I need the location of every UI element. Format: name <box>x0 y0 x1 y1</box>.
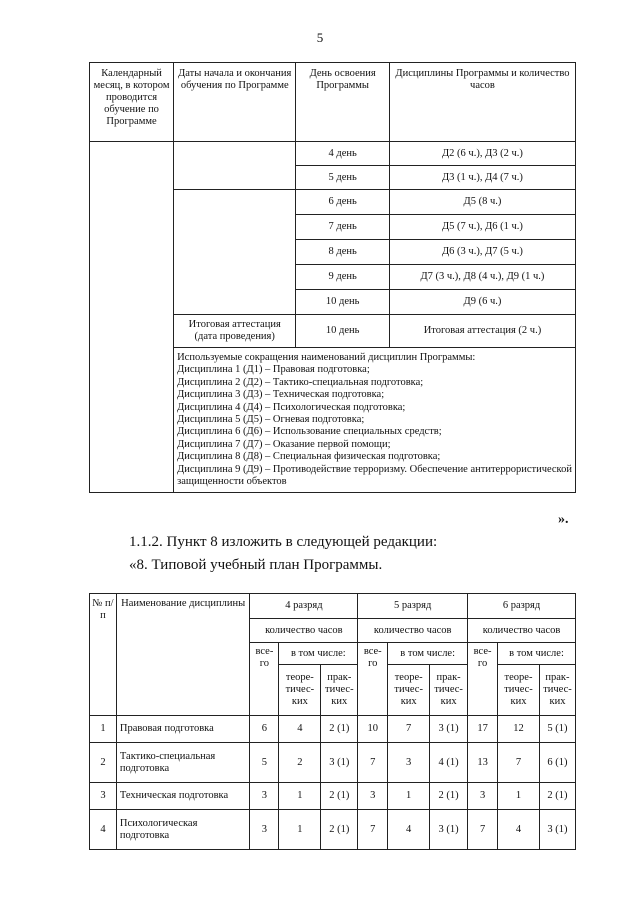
closing-quote: ». <box>558 512 569 527</box>
table-row <box>90 810 576 850</box>
header-dates: Даты начала и окончания обучения по Программе <box>174 63 296 142</box>
value-cell: 5 <box>250 743 279 783</box>
value-cell: 3 <box>250 783 279 810</box>
curriculum-table <box>89 593 576 850</box>
disciplines-cell: Д6 (3 ч.), Д7 (5 ч.) <box>389 240 575 265</box>
value-cell: 3 (1) <box>430 716 468 743</box>
dates-cell <box>174 190 296 315</box>
value-cell: 13 <box>468 743 498 783</box>
table-row <box>90 743 576 783</box>
value-cell: 2 (1) <box>539 783 575 810</box>
abbreviation-line: Дисциплина 6 (Д6) – Использование специальных средств; <box>177 426 442 438</box>
day-cell: 7 день <box>296 215 390 240</box>
incl-header: в том числе: <box>279 643 358 665</box>
value-cell: 5 (1) <box>539 716 575 743</box>
value-cell: 10 <box>358 716 388 743</box>
practice-header: прак-тичес-ких <box>539 665 575 716</box>
value-cell: 6 <box>250 716 279 743</box>
rank-5-header: 5 разряд <box>358 594 468 619</box>
practice-header: прак-тичес-ких <box>321 665 358 716</box>
disciplines-cell: Д5 (8 ч.) <box>389 190 575 215</box>
rank-6-header: 6 разряд <box>468 594 576 619</box>
header-number: № п/п <box>90 594 117 716</box>
value-cell: 3 (1) <box>430 810 468 850</box>
value-cell: 6 (1) <box>539 743 575 783</box>
value-cell: 7 <box>388 716 430 743</box>
header-month: Календарный месяц, в котором проводится обучение по Программе <box>90 63 174 142</box>
total-header: все-го <box>358 643 388 716</box>
value-cell: 3 <box>388 743 430 783</box>
abbreviation-line: защищенности объектов <box>177 476 287 488</box>
plan-header-row <box>90 594 576 619</box>
value-cell: 3 (1) <box>539 810 575 850</box>
discipline-name: Правовая подготовка <box>116 716 250 743</box>
abbreviations-title: Используемые сокращения наименований дисциплин Программы: <box>177 352 476 363</box>
value-cell: 1 <box>279 810 321 850</box>
abbreviation-line: Дисциплина 9 (Д9) – Противодействие терроризму. Обеспечение антитеррористической <box>177 463 572 475</box>
table-row <box>90 783 576 810</box>
day-cell: 8 день <box>296 240 390 265</box>
discipline-name: Психологическая подготовка <box>116 810 250 850</box>
value-cell: 4 (1) <box>430 743 468 783</box>
month-cell <box>90 142 174 493</box>
abbreviation-line: Дисциплина 2 (Д2) – Тактико-специальная подготовка; <box>177 376 424 388</box>
value-cell: 2 (1) <box>430 783 468 810</box>
abbreviation-line: Дисциплина 4 (Д4) – Психологическая подготовка; <box>177 401 406 413</box>
final-day: 10 день <box>296 315 390 348</box>
disciplines-cell: Д9 (6 ч.) <box>389 290 575 315</box>
value-cell: 1 <box>279 783 321 810</box>
value-cell: 3 (1) <box>321 743 358 783</box>
total-header: все-го <box>250 643 279 716</box>
day-cell: 6 день <box>296 190 390 215</box>
value-cell: 7 <box>468 810 498 850</box>
discipline-name: Техническая подготовка <box>116 783 250 810</box>
theory-header: теоре-тичес-ких <box>498 665 540 716</box>
value-cell: 7 <box>498 743 540 783</box>
qty-header: количество часов <box>468 619 576 643</box>
incl-header: в том числе: <box>498 643 576 665</box>
abbreviation-line: Дисциплина 5 (Д5) – Огневая подготовка; <box>177 414 365 426</box>
table-row <box>90 716 576 743</box>
value-cell: 7 <box>358 810 388 850</box>
disciplines-cell: Д5 (7 ч.), Д6 (1 ч.) <box>389 215 575 240</box>
final-disciplines: Итоговая аттестация (2 ч.) <box>389 315 575 348</box>
practice-header: прак-тичес-ких <box>430 665 468 716</box>
row-number: 1 <box>90 716 117 743</box>
theory-header: теоре-тичес-ких <box>279 665 321 716</box>
value-cell: 4 <box>279 716 321 743</box>
value-cell: 17 <box>468 716 498 743</box>
value-cell: 3 <box>468 783 498 810</box>
day-cell: 10 день <box>296 290 390 315</box>
qty-header: количество часов <box>358 619 468 643</box>
row-number: 2 <box>90 743 117 783</box>
disciplines-cell: Д3 (1 ч.), Д4 (7 ч.) <box>389 166 575 190</box>
discipline-name: Тактико-специальная подготовка <box>116 743 250 783</box>
paragraph-1-1-2: 1.1.2. Пункт 8 изложить в следующей редакции: <box>129 534 438 550</box>
abbreviation-line: Дисциплина 3 (Д3) – Техническая подготовка; <box>177 389 385 401</box>
abbreviation-line: Дисциплина 7 (Д7) – Оказание первой помощи; <box>177 438 391 450</box>
disciplines-cell: Д2 (6 ч.), Д3 (2 ч.) <box>389 142 575 166</box>
page-number: 5 <box>316 30 324 45</box>
table-row <box>90 142 576 166</box>
value-cell: 4 <box>498 810 540 850</box>
schedule-header-row <box>90 63 576 142</box>
disciplines-cell: Д7 (3 ч.), Д8 (4 ч.), Д9 (1 ч.) <box>389 265 575 290</box>
theory-header: теоре-тичес-ких <box>388 665 430 716</box>
value-cell: 2 (1) <box>321 810 358 850</box>
value-cell: 1 <box>498 783 540 810</box>
rank-4-header: 4 разряд <box>250 594 358 619</box>
value-cell: 3 <box>358 783 388 810</box>
row-number: 3 <box>90 783 117 810</box>
paragraph-8-title: «8. Типовой учебный план Программы. <box>129 557 383 573</box>
value-cell: 12 <box>498 716 540 743</box>
header-discipline-name: Наименование дисциплины <box>116 594 250 716</box>
day-cell: 5 день <box>296 166 390 190</box>
value-cell: 7 <box>358 743 388 783</box>
header-day: День освоения Программы <box>296 63 390 142</box>
row-number: 4 <box>90 810 117 850</box>
day-cell: 9 день <box>296 265 390 290</box>
abbreviation-line: Дисциплина 1 (Д1) – Правовая подготовка; <box>177 364 370 376</box>
total-header: все-го <box>468 643 498 716</box>
day-cell: 4 день <box>296 142 390 166</box>
value-cell: 4 <box>388 810 430 850</box>
value-cell: 2 (1) <box>321 716 358 743</box>
header-disciplines: Дисциплины Программы и количество часов <box>389 63 575 142</box>
abbreviation-line: Дисциплина 8 (Д8) – Специальная физическая подготовка; <box>177 451 441 463</box>
value-cell: 3 <box>250 810 279 850</box>
incl-header: в том числе: <box>388 643 468 665</box>
value-cell: 2 <box>279 743 321 783</box>
value-cell: 2 (1) <box>321 783 358 810</box>
dates-cell <box>174 142 296 190</box>
abbreviations-cell <box>174 348 576 493</box>
final-label: Итоговая аттестация (дата проведения) <box>174 315 296 348</box>
schedule-table <box>89 62 576 493</box>
value-cell: 1 <box>388 783 430 810</box>
qty-header: количество часов <box>250 619 358 643</box>
